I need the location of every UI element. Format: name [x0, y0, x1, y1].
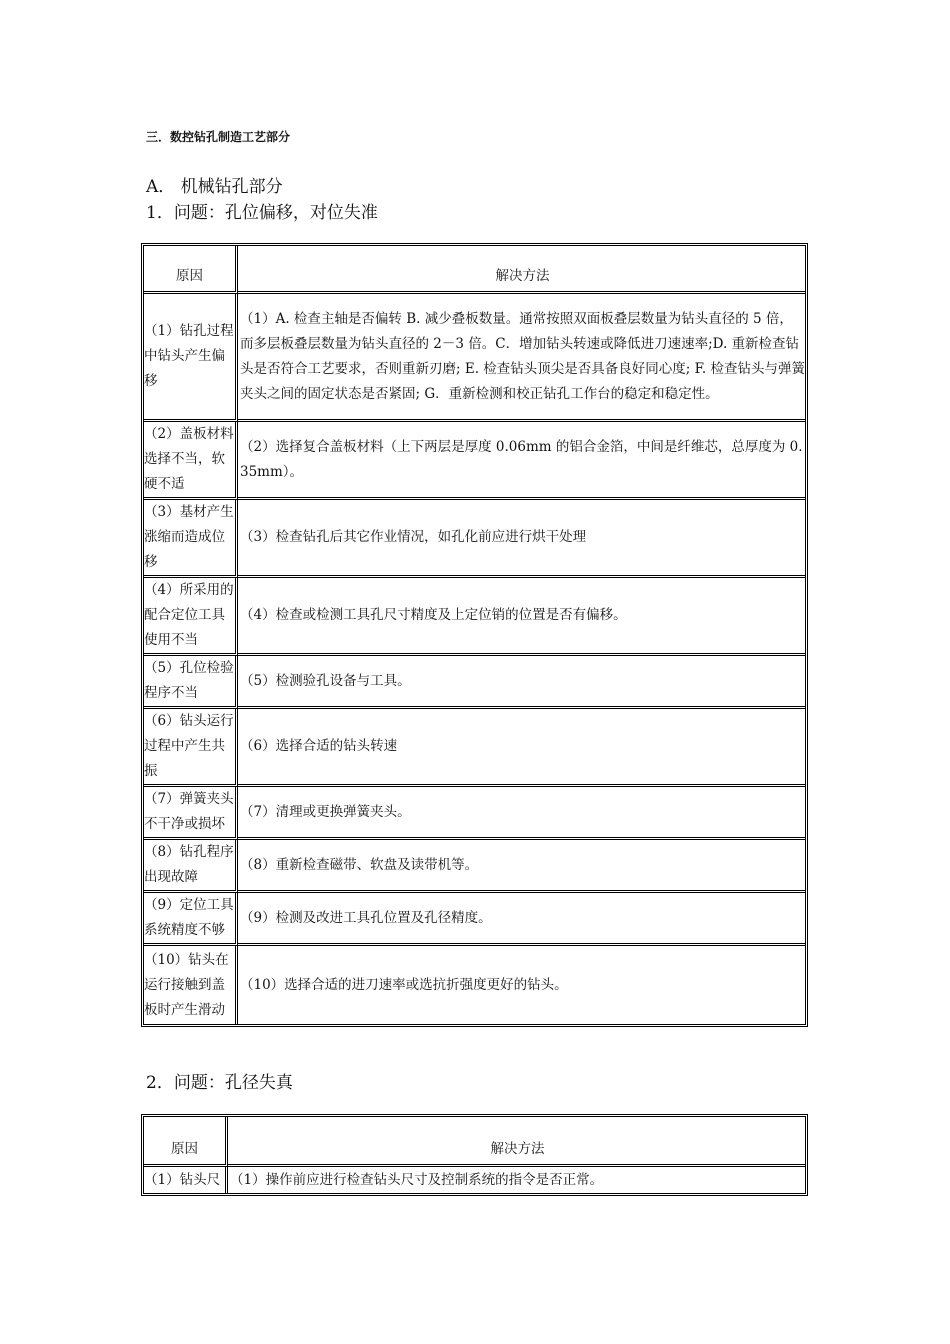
table-row [144, 1167, 805, 1193]
cause-cell: （4）所采用的配合定位工具使用不当 [144, 578, 238, 656]
table-header-row [144, 246, 805, 294]
table-row [144, 946, 805, 1024]
table-row [144, 787, 805, 840]
cause-cell: （8）钻孔程序出现故障 [144, 840, 238, 893]
column-header-cause: 原因 [144, 246, 238, 294]
table-row [144, 500, 805, 578]
solution-cell: （7）清理或更换弹簧夹头。 [238, 787, 805, 840]
solution-cell: （3）检查钻孔后其它作业情况，如孔化前应进行烘干处理 [238, 500, 805, 578]
part-a-heading: A． 机械钻孔部分 [146, 177, 283, 197]
solution-cell: （1）操作前应进行检查钻头尺寸及控制系统的指令是否正常。 [230, 1171, 604, 1188]
solution-cell: （6）选择合适的钻头转速 [238, 709, 805, 787]
solution-cell: （5）检测验孔设备与工具。 [238, 656, 805, 709]
cause-cell: （3）基材产生涨缩而造成位移 [144, 500, 238, 578]
problem1-heading: 1．问题：孔位偏移，对位失准 [146, 203, 378, 223]
problem2-heading: 2．问题：孔径失真 [146, 1073, 293, 1093]
column-header-cause: 原因 [144, 1117, 228, 1167]
table-row [144, 422, 805, 500]
solution-cell: （10）选择合适的进刀速率或选抗折强度更好的钻头。 [240, 976, 568, 993]
cause-cell: （2）盖板材料选择不当，软硬不适 [144, 422, 238, 500]
table-row [144, 893, 805, 946]
cause-cell: （5）孔位检验程序不当 [144, 656, 238, 709]
problem2-table [141, 1114, 808, 1196]
table-row [144, 578, 805, 656]
cause-cell: （10）钻头在运行接触到盖板时产生滑动 [144, 946, 238, 1024]
table-row [144, 294, 805, 422]
solution-cell: （2）选择复合盖板材料（上下两层是厚度 0.06mm 的铝合金箔，中间是纤维芯，总厚度为 0.35mm）。 [238, 422, 805, 500]
cause-cell: （6）钻头运行过程中产生共振 [144, 709, 238, 787]
table-row [144, 656, 805, 709]
column-header-solution: 解决方法 [228, 1117, 805, 1167]
table-row [144, 840, 805, 893]
column-header-solution: 解决方法 [238, 246, 805, 294]
table-row [144, 709, 805, 787]
section-title: 三．数控钻孔制造工艺部分 [146, 130, 291, 144]
solution-cell: （1）A. 检查主轴是否偏转 B. 减少叠板数量。通常按照双面板叠层数量为钻头直径的 5 倍，而多层板叠层数量为钻头直径的 2－3 倍。C．增加钻头转速或降低进刀速速率;D. 重新检查钻头是否符合工艺要求，否则重新刃磨; E. 检查钻头顶尖是否具备良好同心度; F. 检查钻头与弹簧夹头之间的固定状态是否紧固; G．重新检测和校正钻孔工作台的稳定和稳定性。 [238, 294, 805, 422]
solution-cell: （8）重新检查磁带、软盘及读带机等。 [238, 840, 805, 893]
cause-cell: （1）钻头尺 [144, 1167, 228, 1193]
table-header-row [144, 1117, 805, 1167]
cause-cell: （7）弹簧夹头不干净或损坏 [144, 787, 238, 840]
solution-cell: （4）检查或检测工具孔尺寸精度及上定位销的位置是否有偏移。 [238, 578, 805, 656]
solution-cell: （9）检测及改进工具孔位置及孔径精度。 [238, 893, 805, 946]
cause-cell: （1）钻孔过程中钻头产生偏移 [144, 294, 238, 422]
problem1-table [141, 243, 808, 1027]
cause-cell: （9）定位工具系统精度不够 [144, 893, 238, 946]
